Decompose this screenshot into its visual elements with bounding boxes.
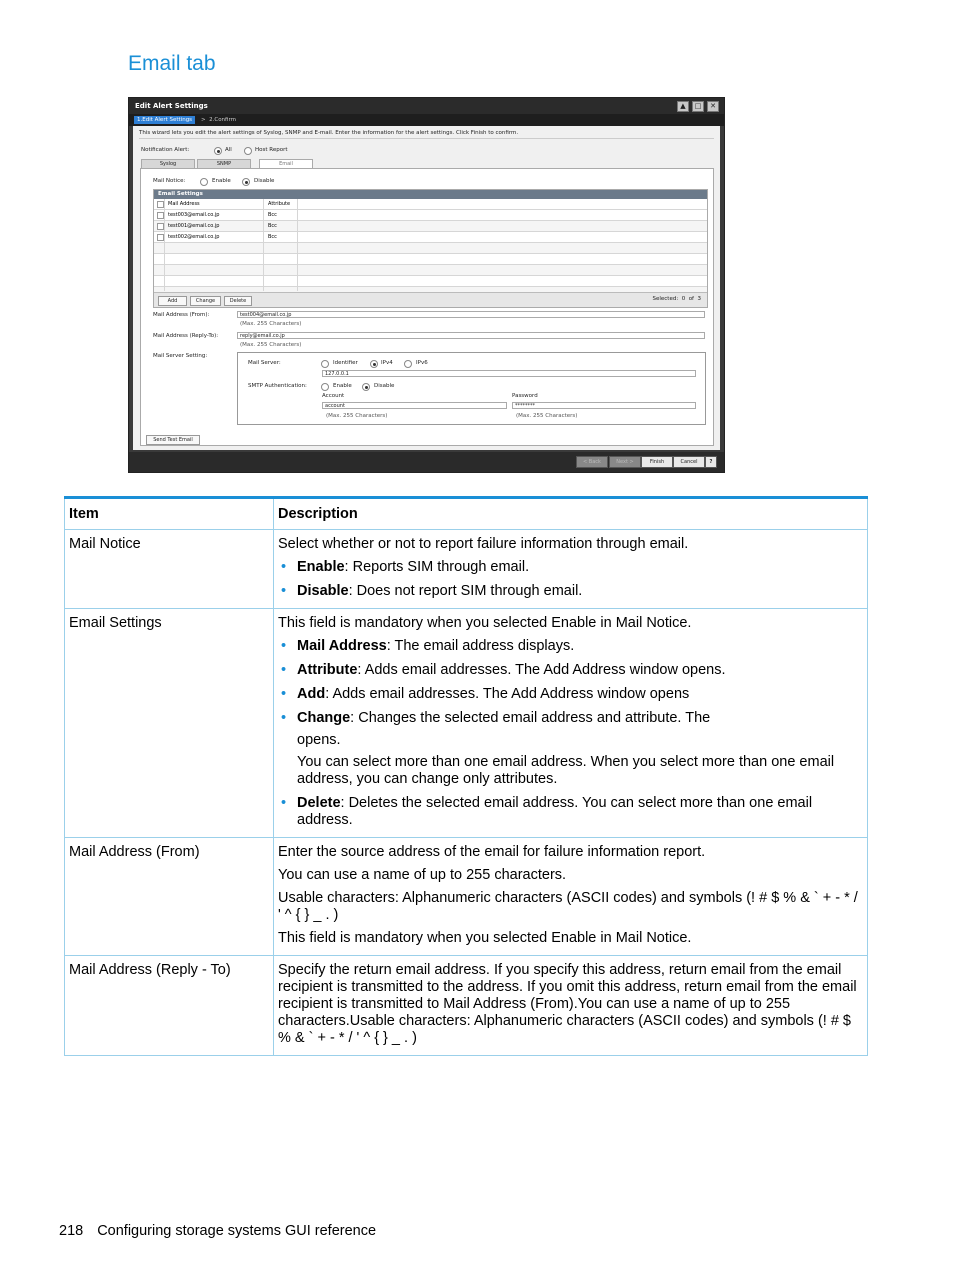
row-attribute: Bcc: [268, 234, 277, 240]
bullet-term: Disable: [297, 583, 349, 599]
delete-button[interactable]: Delete: [224, 296, 252, 306]
smtp-disable-label: Disable: [374, 383, 395, 389]
notification-alert-label: Notification Alert:: [141, 147, 190, 153]
step-separator: >: [201, 117, 206, 123]
mail-from-label: Mail Address (From):: [153, 312, 210, 318]
cancel-button[interactable]: Cancel: [673, 456, 705, 468]
list-item: [278, 686, 862, 703]
next-button[interactable]: Next >: [609, 456, 641, 468]
table-row[interactable]: [154, 210, 707, 221]
bullet-text: : Adds email addresses. The Add Address window opens: [325, 686, 690, 702]
help-icon[interactable]: ?: [705, 456, 717, 468]
row-description: [274, 530, 868, 609]
page-footer: [59, 1223, 390, 1239]
server-ipv4-label: IPv4: [381, 360, 393, 366]
wizard-intro: This wizard lets you edit the alert settings of Syslog, SNMP and E-mail. Enter the information for the alert settings. Click Finish to confirm.: [139, 130, 519, 136]
account-hint: (Max. 255 Characters): [326, 413, 388, 419]
notification-host-report-label: Host Report: [255, 147, 288, 153]
email-settings-grid: [153, 189, 708, 308]
row-checkbox[interactable]: [157, 234, 164, 241]
bullet-term: Mail Address: [297, 638, 387, 654]
row-mail-address: test001@email.co.jp: [168, 223, 220, 229]
bullet-extra: You can select more than one email address. When you select more than one email address, you can change only attributes.: [297, 754, 835, 787]
empty-row: [154, 265, 707, 276]
server-ipv4-radio[interactable]: [370, 360, 378, 368]
list-item: [278, 710, 862, 788]
close-icon[interactable]: ✕: [707, 101, 719, 112]
list-item: [278, 795, 862, 829]
back-button[interactable]: < Back: [576, 456, 608, 468]
bullet-term: Add: [297, 686, 326, 702]
window-controls: [677, 101, 719, 112]
mail-reply-input[interactable]: reply@email.co.jp: [237, 332, 705, 339]
notification-host-report-radio[interactable]: [244, 147, 252, 155]
mail-reply-hint: (Max. 255 Characters): [240, 342, 302, 348]
bullet-list: [278, 638, 862, 829]
row-item: Email Settings: [65, 609, 274, 838]
section-title: Email tab: [128, 52, 216, 75]
tab-email[interactable]: Email: [259, 159, 313, 170]
table-row[interactable]: [154, 221, 707, 232]
selected-count: [652, 296, 701, 302]
bullet-text: : Reports SIM through email.: [344, 559, 530, 575]
bullet-text: : Changes the selected email address and attribute. The: [350, 710, 711, 726]
step-confirm-label: 2.Confirm: [209, 117, 237, 123]
list-item: [278, 583, 862, 600]
row-item: Mail Address (Reply - To): [65, 956, 274, 1056]
bullet-term: Enable: [297, 559, 345, 575]
server-ipv6-label: IPv6: [416, 360, 428, 366]
bullet-text: : Adds email addresses. The Add Address window opens.: [357, 662, 726, 678]
row-attribute: Bcc: [268, 212, 277, 218]
password-label: Password: [512, 393, 538, 399]
wizard-footer: [129, 452, 724, 472]
row-mail-address: test002@email.co.jp: [168, 234, 220, 240]
grid-header-row: [154, 199, 707, 210]
bullet-text: : The email address displays.: [386, 638, 575, 654]
smtp-enable-label: Enable: [333, 383, 352, 389]
tab-snmp[interactable]: SNMP: [197, 159, 251, 170]
description-paragraph: You can use a name of up to 255 characters.: [278, 867, 567, 883]
row-description: [274, 609, 868, 838]
password-input[interactable]: ********: [512, 402, 696, 409]
password-hint: (Max. 255 Characters): [516, 413, 578, 419]
table-row[interactable]: [154, 232, 707, 243]
mail-notice-enable-label: Enable: [212, 178, 231, 184]
table-row: [65, 530, 868, 609]
mail-server-setting-label: Mail Server Setting:: [153, 353, 208, 359]
email-tab-panel: [140, 168, 714, 446]
smtp-auth-label: SMTP Authentication:: [248, 383, 307, 389]
edit-alert-settings-window: [128, 97, 725, 473]
notification-all-radio[interactable]: [214, 147, 222, 155]
server-identifier-label: Identifier: [333, 360, 358, 366]
row-checkbox[interactable]: [157, 223, 164, 230]
table-row: [65, 838, 868, 956]
mail-notice-label: Mail Notice:: [153, 178, 186, 184]
grid-toolbar: [154, 292, 707, 307]
mail-reply-label: Mail Address (Reply-To):: [153, 333, 219, 339]
smtp-disable-radio[interactable]: [362, 383, 370, 391]
mail-server-label: Mail Server:: [248, 360, 281, 366]
row-mail-address: test003@email.co.jp: [168, 212, 220, 218]
description-table: [64, 496, 868, 1056]
list-item: [278, 638, 862, 655]
description-intro: Select whether or not to report failure information through email.: [278, 536, 689, 552]
header-description: Description: [274, 498, 868, 530]
table-header-row: [65, 498, 868, 530]
wizard-body: [133, 126, 720, 450]
column-attribute[interactable]: Attribute: [268, 201, 291, 207]
step-confirm: [201, 114, 236, 126]
maximize-icon[interactable]: □: [692, 101, 704, 112]
server-ipv6-radio[interactable]: [404, 360, 412, 368]
mail-from-hint: (Max. 255 Characters): [240, 321, 302, 327]
row-description: [274, 956, 868, 1056]
bullet-term: Change: [297, 710, 351, 726]
server-ip-input[interactable]: 127.0.0.1: [322, 370, 696, 377]
row-attribute: Bcc: [268, 223, 277, 229]
mail-notice-disable-radio[interactable]: [242, 178, 250, 186]
empty-row: [154, 243, 707, 254]
bullet-text: : Deletes the selected email address. You can select more than one email address.: [297, 795, 813, 828]
finish-button[interactable]: Finish: [641, 456, 673, 468]
row-item: Mail Address (From): [65, 838, 274, 956]
smtp-enable-radio[interactable]: [321, 383, 329, 391]
mail-notice-enable-radio[interactable]: [200, 178, 208, 186]
server-identifier-radio[interactable]: [321, 360, 329, 368]
change-button[interactable]: Change: [190, 296, 221, 306]
list-item: [278, 559, 862, 576]
bullet-list: [278, 559, 862, 600]
description-paragraph: Usable characters: Alphanumeric characters (ASCII codes) and symbols (! # $ % & ` + - * / ' ^ { } _ . ): [278, 890, 858, 923]
row-description: [274, 838, 868, 956]
of-label: of: [688, 296, 694, 302]
header-item: Item: [65, 498, 274, 530]
empty-row: [154, 254, 707, 265]
selected-label: Selected:: [652, 296, 679, 302]
empty-row: [154, 276, 707, 287]
description-intro: This field is mandatory when you selected Enable in Mail Notice.: [278, 615, 692, 631]
account-label: Account: [322, 393, 345, 399]
description-paragraph: Specify the return email address. If you specify this address, return email from the email recipient is transmitted to the address. If you omit this address, return email from the email recipient is transmitted to Mail Address (From).You can use a name of up to 255 characters.Usable characters: Alphanumeric characters (ASCII codes) and symbols (! # $ % & ` + - * / ' ^ { } _ . ): [278, 962, 857, 1046]
mail-server-box: [237, 352, 706, 425]
alert-tabs: [141, 159, 313, 168]
row-item: Mail Notice: [65, 530, 274, 609]
window-title: Edit Alert Settings: [129, 98, 724, 114]
page-number: 218: [59, 1223, 84, 1239]
column-mail-address[interactable]: Mail Address: [168, 201, 200, 207]
select-all-checkbox[interactable]: [157, 201, 164, 208]
footer-text: Configuring storage systems GUI reference: [97, 1223, 377, 1239]
account-input[interactable]: account: [322, 402, 507, 409]
table-row: [65, 609, 868, 838]
selected-value: 0: [681, 296, 686, 302]
bullet-text: : Does not report SIM through email.: [348, 583, 583, 599]
row-checkbox[interactable]: [157, 212, 164, 219]
send-test-email-button[interactable]: Send Test Email: [146, 435, 200, 445]
list-item: [278, 662, 862, 679]
pin-icon[interactable]: ▲: [677, 101, 689, 112]
add-button[interactable]: Add: [158, 296, 187, 306]
bullet-extra: opens.: [297, 732, 341, 748]
description-paragraph: This field is mandatory when you selected Enable in Mail Notice.: [278, 930, 692, 946]
mail-notice-disable-label: Disable: [254, 178, 275, 184]
bullet-term: Attribute: [297, 662, 358, 678]
notification-all-label: All: [225, 147, 232, 153]
description-paragraph: Enter the source address of the email for failure information report.: [278, 844, 706, 860]
table-row: [65, 956, 868, 1056]
mail-from-input[interactable]: test004@email.co.jp: [237, 311, 705, 318]
step-edit-alert-settings: 1.Edit Alert Settings: [134, 116, 195, 124]
total-value: 3: [697, 296, 701, 302]
bullet-term: Delete: [297, 795, 341, 811]
email-settings-title: Email Settings: [154, 190, 707, 199]
tab-syslog[interactable]: Syslog: [141, 159, 195, 170]
wizard-steps: [129, 114, 724, 126]
